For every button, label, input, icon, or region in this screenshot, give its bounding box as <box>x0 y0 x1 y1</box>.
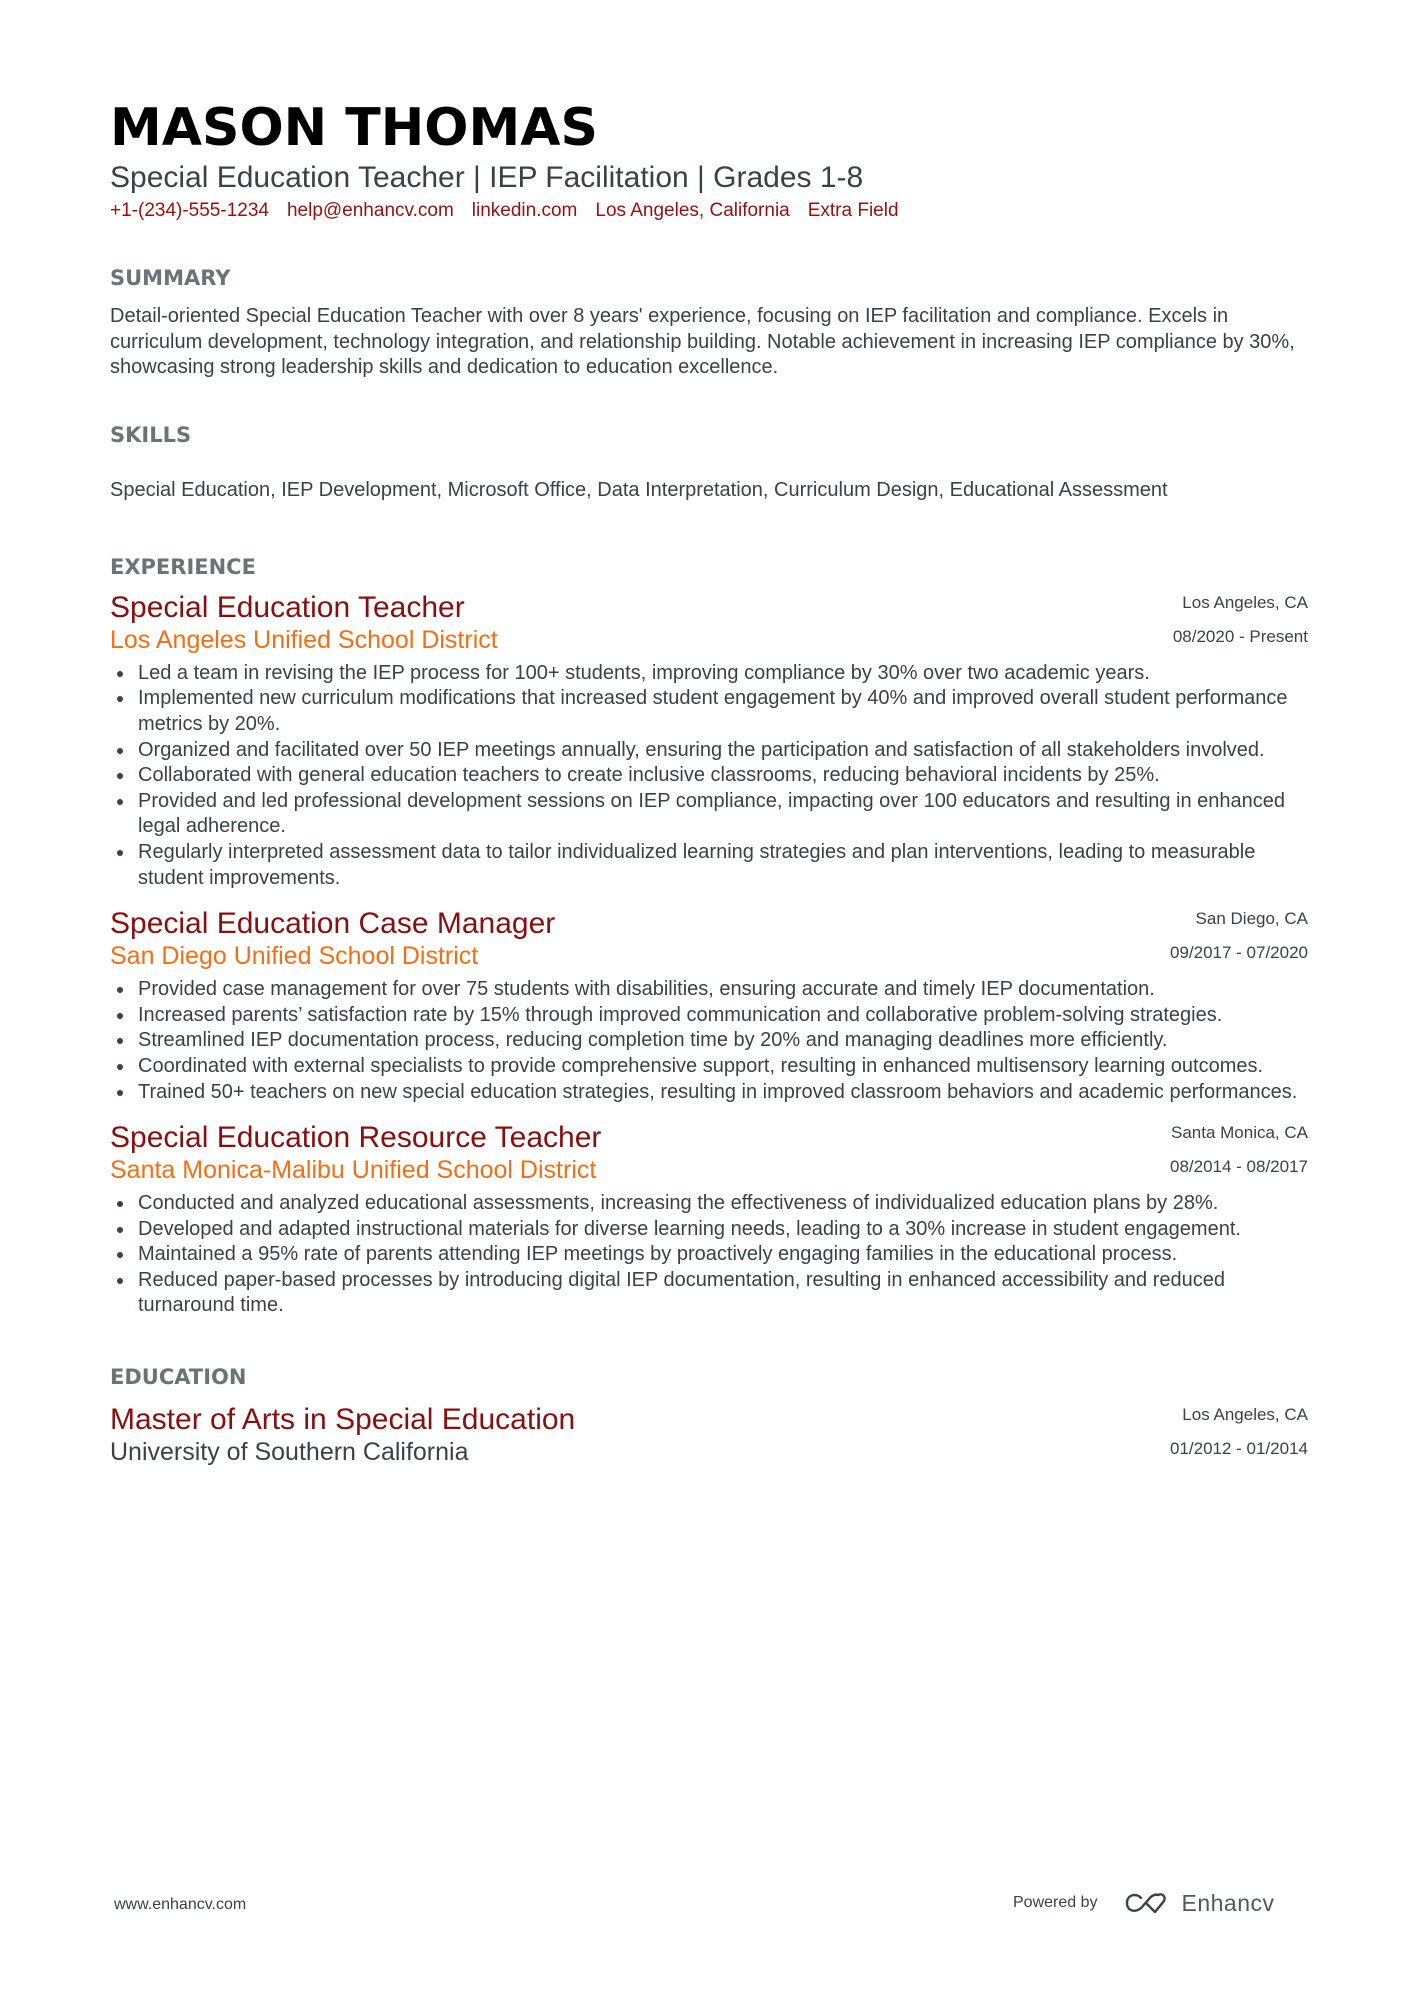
footer-website-link[interactable]: www.enhancv.com <box>114 1896 247 1913</box>
bullet-item: Provided and led professional development sessions on IEP compliance, impacting over 100 educators and resulting in enhanced legal adherence. <box>110 789 1308 840</box>
job-title: Special Education Case Manager <box>110 907 556 941</box>
bullet-item: Regularly interpreted assessment data to tailor individualized learning strategies and plan interventions, leading to measurable student improvements. <box>110 840 1308 891</box>
experience-entry-header <box>110 591 1308 659</box>
section-title-education: EDUCATION <box>110 1365 247 1390</box>
contact-email[interactable]: help@enhancv.com <box>286 200 454 221</box>
resume-header <box>110 96 1308 224</box>
job-title: Special Education Resource Teacher <box>110 1121 602 1155</box>
experience-entry <box>110 907 1308 1105</box>
bullet-item: Coordinated with external specialists to provide comprehensive support, resulting in enhanced multisensory learning outcomes. <box>110 1054 1308 1080</box>
bullet-item: Led a team in revising the IEP process for 100+ students, improving compliance by 30% over two academic years. <box>110 661 1308 687</box>
job-location: Los Angeles, CA <box>1182 592 1308 612</box>
contact-linkedin[interactable]: linkedin.com <box>471 200 578 221</box>
contact-list <box>110 198 1308 224</box>
education-dates: 01/2012 - 01/2014 <box>1169 1439 1308 1459</box>
footer-branding[interactable] <box>1013 1886 1275 1920</box>
experience-entry-header <box>110 1121 1308 1189</box>
contact-extra-field: Extra Field <box>807 200 899 221</box>
job-title: Special Education Teacher <box>110 590 465 624</box>
enhancv-logo-icon <box>1124 1890 1170 1916</box>
experience-section <box>110 553 1308 1319</box>
education-entry <box>110 1403 1308 1471</box>
section-title-skills: SKILLS <box>110 422 192 447</box>
bullet-item: Organized and facilitated over 50 IEP meetings annually, ensuring the participation and satisfaction of all stakeholders involved. <box>110 738 1308 764</box>
employer-name: San Diego Unified School District <box>110 942 479 971</box>
job-location: Santa Monica, CA <box>1170 1123 1308 1143</box>
school-name: University of Southern California <box>110 1438 469 1467</box>
summary-section <box>110 264 1308 381</box>
bullet-item: Increased parents’ satisfaction rate by 15% through improved communication and collaborative problem-solving strategies. <box>110 1003 1308 1029</box>
job-location: San Diego, CA <box>1195 909 1308 929</box>
bullet-item: Provided case management for over 75 students with disabilities, ensuring accurate and timely IEP documentation. <box>110 977 1308 1003</box>
bullet-item: Reduced paper-based processes by introducing digital IEP documentation, resulting in enhanced accessibility and reduced turnaround time. <box>110 1268 1308 1319</box>
education-section <box>110 1363 1308 1471</box>
employer-name: Santa Monica-Malibu Unified School District <box>110 1156 597 1185</box>
bullet-item: Developed and adapted instructional materials for diverse learning needs, leading to a 30% increase in student engagement. <box>110 1217 1308 1243</box>
job-bullets <box>110 661 1308 891</box>
experience-entry <box>110 591 1308 891</box>
job-dates: 08/2014 - 08/2017 <box>1169 1157 1308 1177</box>
bullet-item: Conducted and analyzed educational assessments, increasing the effectiveness of individualized education plans by 28%. <box>110 1191 1308 1217</box>
experience-entry-header <box>110 907 1308 975</box>
section-title-experience: EXPERIENCE <box>110 554 256 579</box>
bullet-item: Collaborated with general education teachers to create inclusive classrooms, reducing behavioral incidents by 25%. <box>110 763 1308 789</box>
bullet-item: Implemented new curriculum modifications that increased student engagement by 40% and improved overall student performance metrics by 20%. <box>110 686 1308 737</box>
school-location: Los Angeles, CA <box>1182 1405 1308 1425</box>
experience-entry <box>110 1121 1308 1319</box>
candidate-headline: Special Education Teacher | IEP Facilitation | Grades 1-8 <box>110 161 864 194</box>
resume-page <box>110 96 1308 1471</box>
bullet-item: Maintained a 95% rate of parents attending IEP meetings by proactively engaging families in the educational process. <box>110 1242 1308 1268</box>
skills-text: Special Education, IEP Development, Microsoft Office, Data Interpretation, Curriculum Design, Educational Assessment <box>110 478 1168 501</box>
job-bullets <box>110 1191 1308 1319</box>
degree-title: Master of Arts in Special Education <box>110 1403 576 1437</box>
bullet-item: Trained 50+ teachers on new special education strategies, resulting in improved classroom behaviors and academic performances. <box>110 1080 1308 1106</box>
bullet-item: Streamlined IEP documentation process, reducing completion time by 20% and managing deadlines more efficiently. <box>110 1028 1308 1054</box>
job-dates: 08/2020 - Present <box>1172 626 1308 646</box>
skills-section <box>110 421 1308 503</box>
employer-name: Los Angeles Unified School District <box>110 625 498 654</box>
job-bullets <box>110 977 1308 1105</box>
job-dates: 09/2017 - 07/2020 <box>1169 943 1308 963</box>
candidate-name: MASON THOMAS <box>110 98 598 158</box>
powered-by-label: Powered by <box>1013 1894 1098 1911</box>
enhancv-brand-name: Enhancv <box>1181 1889 1275 1916</box>
contact-phone[interactable]: +1-(234)-555-1234 <box>110 200 269 221</box>
summary-text: Detail-oriented Special Education Teacher with over 8 years' experience, focusing on IEP facilitation and compliance. Excels in curriculum development, technology integration, and relationship building. Notable achievement in increasing IEP compliance by 30%, showcasing strong leadership skills and dedication to education excellence. <box>110 305 1295 379</box>
education-entry-header <box>110 1403 1308 1471</box>
section-title-summary: SUMMARY <box>110 266 231 290</box>
contact-location: Los Angeles, California <box>595 200 790 221</box>
